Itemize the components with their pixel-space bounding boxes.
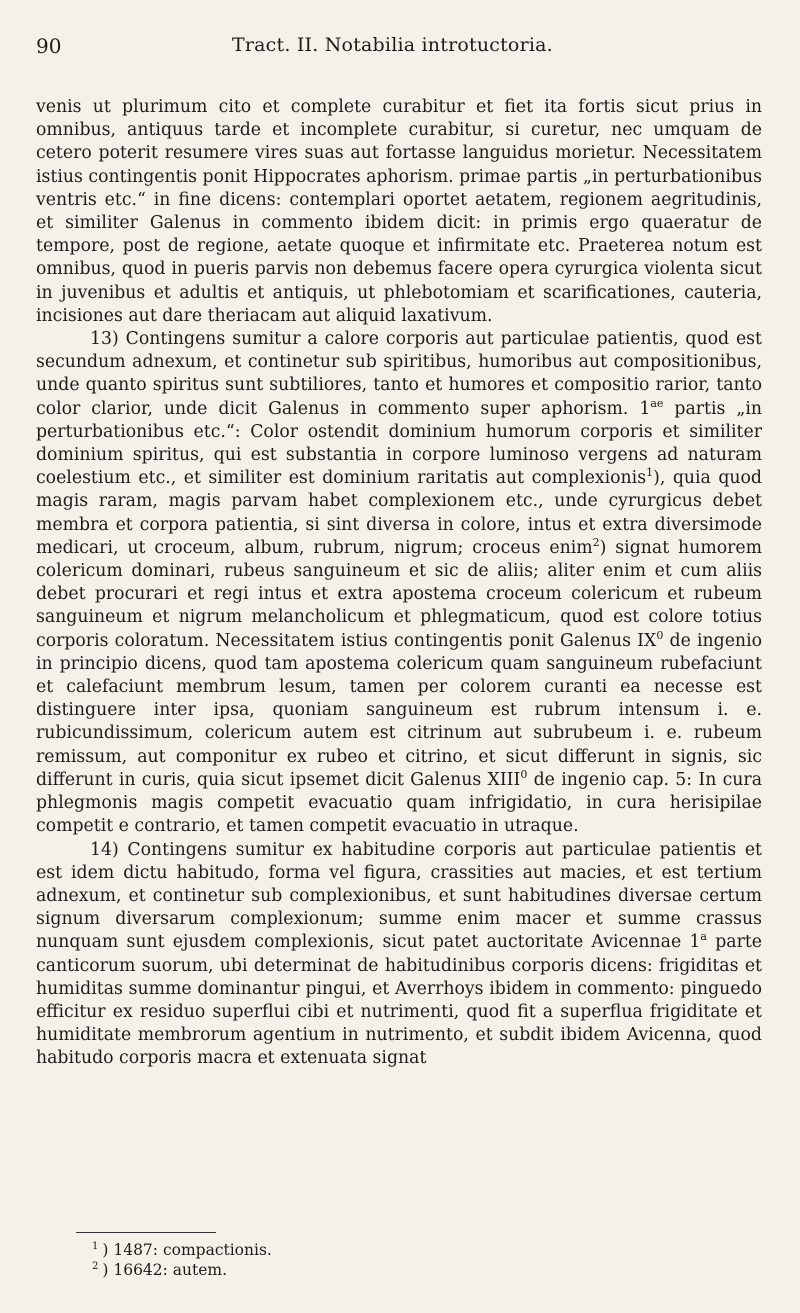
paragraph-text: parte canticorum suorum, ubi determinat de habitudinibus corporis dicens: frigiditas et humiditas summe dominantur pingui, et Averrhoys ibidem in commento: pinguedo efficitur ex residuo superflui cibi et nutrimenti, quod fit a superflua frigiditate et humiditate membrorum agentium in nutrimento, et subdit ibidem Avicenna, quod habitudo corporis macra et extenuata signat [36, 932, 763, 1069]
paragraph-text: de ingenio cap. 5: In cura phlegmonis magis competit evacuatio quam infrigidatio, in cura herisipilae competit e contrario, et tamen competit evacuatio in utraque. [36, 769, 762, 837]
footnote-text: ) 16642: autem. [102, 1261, 228, 1279]
footnote-ref-1: 1 [646, 466, 654, 480]
paragraph-text: 13) Contingens sumitur a calore corporis aut particulae patientis, quod est secundum adnexum, et continetur sub spiritibus, humoribus aut compositionibus, unde quanto spiritus sunt subtiliores, tanto et humores et compositio rarior, tanto color clarior, unde dicit Galenus in commento super aphorism. 1 [36, 329, 762, 419]
body-text [36, 96, 762, 1071]
footnotes [92, 1240, 272, 1280]
paragraph-text: de ingenio in principio dicens, quod tam apostema colericum quam sanguineum rubefaciunt et calefaciunt membrum lesum, tamen per colorem curanti ea necesse est distinguere inter ipsa, quoniam sanguineum est rubrum intensum i. e. rubicundissimum, colericum autem est citrinum aut subrubeum i. e. rubeum remissum, aut componitur ex rubeo et citrino, et sicut differunt in signis, sic differunt in curis, quia sicut ipsemet dicit Galenus XIII [36, 630, 762, 790]
page-number: 90 [36, 34, 62, 58]
paragraph-text: venis ut plurimum cito et complete curabitur et fiet ita fortis sicut prius in omnibus, antiquus tarde et incomplete curabitur, si curetur, nec umquam de cetero poterit resumere vires suas aut fortasse languidus morietur. Necessitatem istius contingentis ponit Hippocrates aphorism. primae partis „in perturbationibus ventris etc.“ in fine dicens: contemplari oportet aetatem, regionem aegritudinis, et similiter Galenus in commento ibidem dicit: in primis ergo quaeratur de tempore, post de regione, aetate quoque et infirmitate etc. Praeterea notum est omnibus, quod in pueris parvis non debemus facere opera cyrurgica violenta sicut in juvenibus et adultis et antiquis, ut phlebotomiam et scarificationes, cauteria, incisiones aut dare theriacam aut aliquid laxativum. [36, 97, 762, 326]
footnote-divider [76, 1232, 216, 1233]
superscript: 0 [520, 768, 528, 782]
superscript: 0 [656, 628, 664, 642]
superscript: ae [650, 396, 664, 410]
paragraph-13 [36, 328, 762, 838]
running-title: Tract. II. Notabilia introtuctoria. [232, 34, 553, 56]
footnote-mark: 1 [92, 1240, 99, 1252]
footnote-ref-2: 2 [592, 536, 600, 550]
paragraph-14 [36, 839, 762, 1071]
paragraph-text: 14) Contingens sumitur ex habitudine corporis aut particulae patientis et est idem dictu habitudo, forma vel figura, crassities aut macies, et est tertium adnexum, et continetur sub complexionibus, et sunt habitudines diversae certum signum diversarum complexionum; summe enim macer et summe crassus nunquam sunt ejusdem complexionis, sicut patet auctoritate Avicennae 1 [36, 839, 762, 953]
paragraph-continued [36, 96, 762, 328]
paragraph-text: ) signat humorem colericum dominari, rubeus sanguineum et sic de aliis; aliter enim et cum aliis debet procurari et regi intus et extra apostema croceum colericum et rubeum sanguineum et nigrum melancholicum et phlegmaticum, quod est colore totius corporis coloratum. Necessitatem istius contingentis ponit Galenus IX [36, 537, 762, 651]
paragraph-text: partis „in perturbationibus etc.“: Color ostendit dominium humorum corporis et similiter dominium spiritus, qui est substantia in corpore luminoso vergens ad naturam coelestium etc., et similiter est dominium raritatis aut complexionis [36, 398, 763, 489]
superscript: a [700, 930, 707, 944]
paragraph-text: ), quia quod magis raram, magis parvam habet complexionem etc., unde cyrurgicus debet membra et corpora patientia, si sint diversa in colore, intus et extra diversimode medicari, ut croceum, album, rubrum, nigrum; croceus enim [36, 468, 762, 558]
running-head [36, 26, 762, 66]
footnote-mark: 2 [92, 1260, 99, 1272]
footnote-1 [92, 1240, 272, 1260]
footnote-2 [92, 1260, 272, 1280]
footnote-text: ) 1487: compactionis. [102, 1241, 272, 1259]
